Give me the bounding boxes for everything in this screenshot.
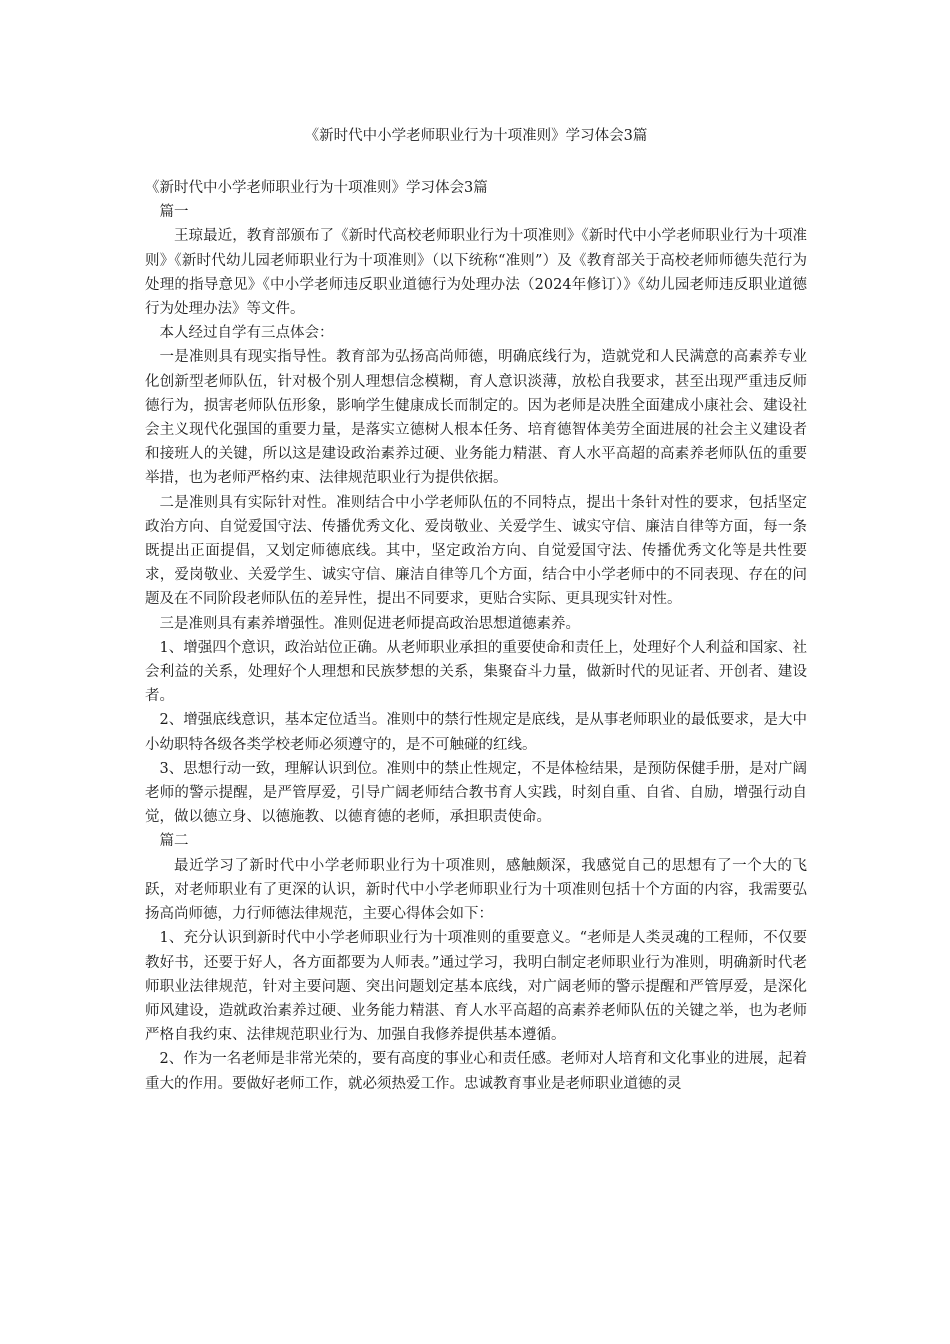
paragraph: 2、增强底线意识，基本定位适当。准则中的禁行性规定是底线，是从事老师职业的最低要求，是大中小幼职特各级各类学校老师必须遵守的，是不可触碰的红线。 xyxy=(145,712,807,753)
paragraph: 3、思想行动一致，理解认识到位。准则中的禁止性规定，不是体检结果，是预防保健手册，是对广阔老师的警示提醒，是严管厚爱，引导广阔老师结合教书育人实践，时刻自重、自省、自励，增强行动自觉，做以德立身、以德施教、以德育德的老师，承担职责使命。 xyxy=(145,760,807,826)
paragraph: 一是准则具有现实指导性。教育部为弘扬高尚师德，明确底线行为，造就党和人民满意的高素养专业化创新型老师队伍，针对极个别人理想信念模糊，育人意识淡薄，放松自我要求，甚至出现严重违反师德行为，损害老师队伍形象，影响学生健康成长而制定的。因为老师是决胜全面建成小康社会、建设社会主义现代化强国的重要力量，是落实立德树人根本任务、培育德智体美劳全面进展的社会主义建设者和接班人的关键，所以这是建设政治素养过硬、业务能力精湛、育人水平高超的高素养老师队伍的重要举措，也为老师严格约束、法律规范职业行为提供依据。 xyxy=(145,349,807,487)
paragraph: 2、作为一名老师是非常光荣的，要有高度的事业心和责任感。老师对人培育和文化事业的进展，起着重大的作用。要做好老师工作，就必须热爱工作。忠诚教育事业是老师职业道德的灵 xyxy=(145,1051,807,1092)
paragraph: 本人经过自学有三点体会： xyxy=(159,325,334,342)
paragraph: 王琼最近，教育部颁布了《新时代高校老师职业行为十项准则》《新时代中小学老师职业行为十项准则》《新时代幼儿园老师职业行为十项准则》（以下统称“准则”）及《教育部关于高校老师师德失范行为处理的指导意见》《中小学老师违反职业道德行为处理办法（2024年修订）》《幼儿园老师违反职业道德行为处理办法》等文件。 xyxy=(145,228,807,318)
document-title: 《新时代中小学老师职业行为十项准则》学习体会3篇 xyxy=(304,128,648,144)
paragraph: 1、充分认识到新时代中小学老师职业行为十项准则的重要意义。“老师是人类灵魂的工程师，不仅要教好书，还要于好人，各方面都要为人师表。”通过学习，我明白制定老师职业行为准则，明确新时代老师职业法律规范，针对主要问题、突出问题划定基本底线，对广阔老师的警示提醒和严管厚爱，是深化师风建设，造就政治素养过硬、业务能力精湛、育人水平高超的高素养老师队伍的关键之举，也为老师严格自我约束、法律规范职业行为、加强自我修养提供基本遵循。 xyxy=(145,930,807,1044)
paragraph: 二是准则具有实际针对性。准则结合中小学老师队伍的不同特点，提出十条针对性的要求，包括坚定政治方向、自觉爱国守法、传播优秀文化、爱岗敬业、关爱学生、诚实守信、廉洁自律等方面，每一条既提出正面提倡，又划定师德底线。其中，坚定政治方向、自觉爱国守法、传播优秀文化等是共性要求，爱岗敬业、关爱学生、诚实守信、廉洁自律等几个方面，结合中小学老师中的不同表现、存在的问题及在不同阶段老师队伍的差异性，提出不同要求，更贴合实际、更具现实针对性。 xyxy=(145,494,807,608)
section-heading-part-one: 篇一 xyxy=(159,204,189,221)
paragraph: 1、增强四个意识，政治站位正确。从老师职业承担的重要使命和责任上，处理好个人利益和国家、社会利益的关系，处理好个人理想和民族梦想的关系，集聚奋斗力量，做新时代的见证者、开创者、建设者。 xyxy=(145,639,807,705)
document-body xyxy=(145,176,807,1096)
paragraph: 三是准则具有素养增强性。准则促进老师提高政治思想道德素养。 xyxy=(159,615,580,632)
paragraph: 最近学习了新时代中小学老师职业行为十项准则，感触颇深，我感觉自己的思想有了一个大的飞跃，对老师职业有了更深的认识，新时代中小学老师职业行为十项准则包括十个方面的内容，我需要弘扬高尚师德，力行师德法律规范，主要心得体会如下： xyxy=(145,857,807,923)
section-heading-part-two: 篇二 xyxy=(159,833,189,850)
paragraph-subtitle: 《新时代中小学老师职业行为十项准则》学习体会3篇 xyxy=(145,180,488,196)
